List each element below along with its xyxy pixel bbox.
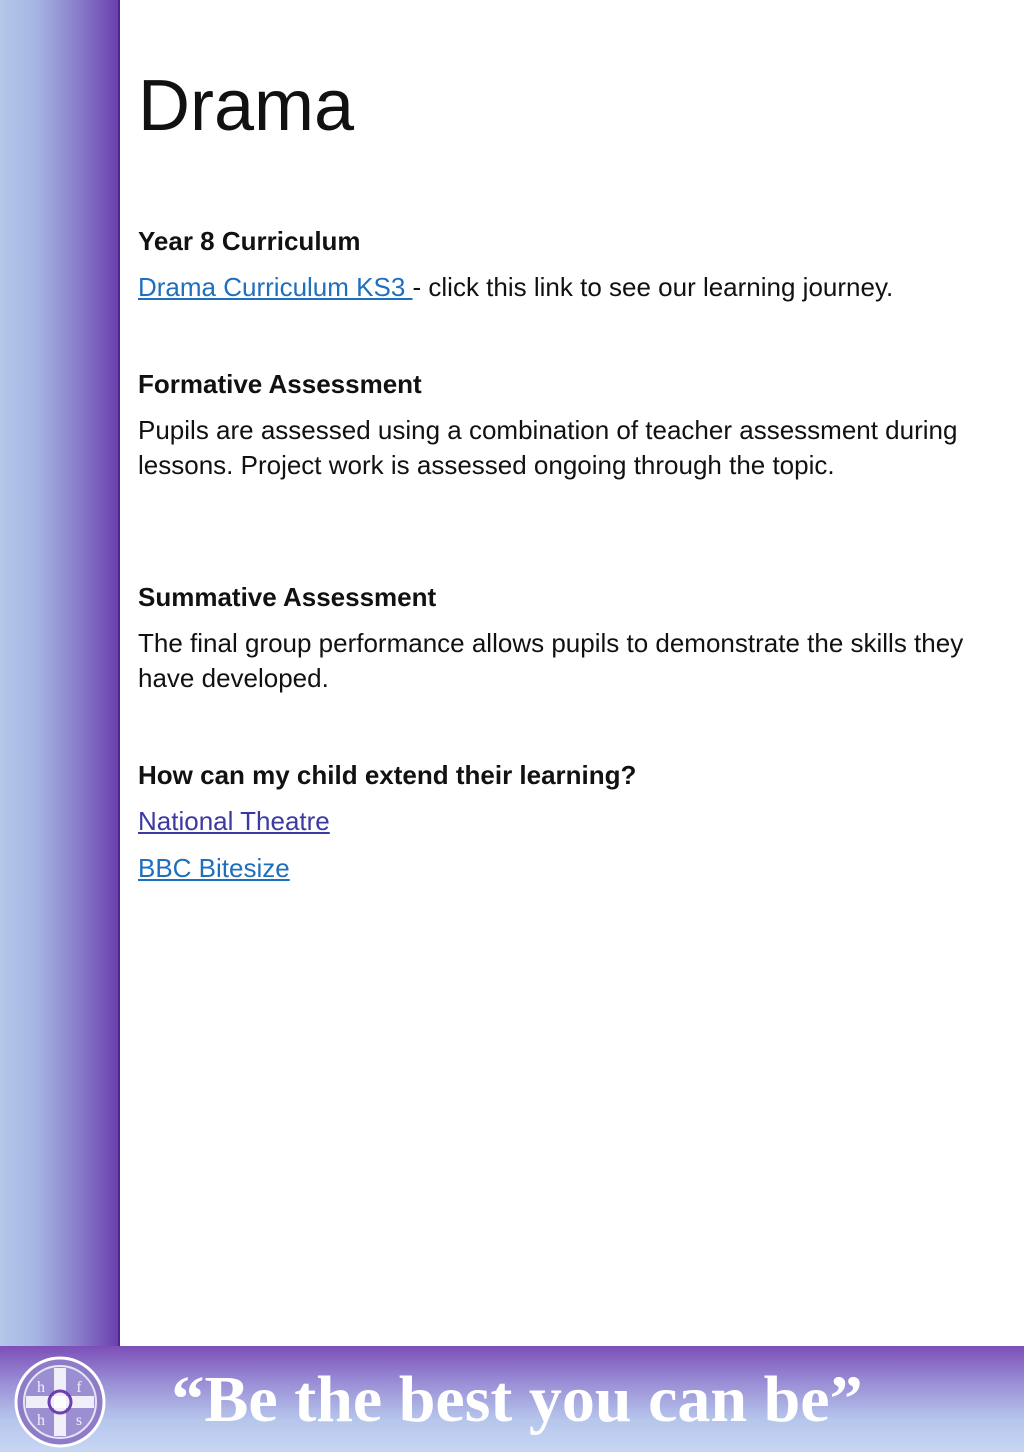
- curriculum-line: [138, 270, 998, 305]
- extend-section: [138, 758, 998, 886]
- bbc-bitesize-line: [138, 851, 998, 886]
- curriculum-section: [138, 224, 998, 305]
- emblem-letter-2: f: [76, 1379, 82, 1396]
- curriculum-heading: Year 8 Curriculum: [138, 226, 361, 256]
- summative-heading: Summative Assessment: [138, 582, 437, 612]
- summative-section: [138, 580, 998, 696]
- emblem-letter-4: s: [75, 1412, 83, 1429]
- emblem-letter-3: h: [37, 1412, 45, 1429]
- school-emblem-icon: [14, 1356, 106, 1448]
- national-theatre-line: [138, 804, 998, 839]
- summative-text: The final group performance allows pupils to demonstrate the skills they have developed.: [138, 628, 964, 693]
- page-title: Drama: [138, 66, 355, 146]
- formative-section: [138, 367, 998, 483]
- emblem-letter-1: h: [37, 1379, 45, 1396]
- national-theatre-link[interactable]: National Theatre: [138, 806, 330, 836]
- formative-text: Pupils are assessed using a combination of teacher assessment during lessons. Project work is assessed ongoing through the topic.: [138, 415, 958, 480]
- decorative-sidebar: [0, 0, 120, 1346]
- footer-banner: [0, 1346, 1024, 1452]
- formative-heading: Formative Assessment: [138, 369, 422, 399]
- school-slogan: “Be the best you can be”: [171, 1363, 863, 1436]
- extend-heading: How can my child extend their learning?: [138, 760, 637, 790]
- bbc-bitesize-link[interactable]: BBC Bitesize: [138, 853, 290, 883]
- drama-curriculum-link[interactable]: Drama Curriculum KS3: [138, 272, 413, 302]
- curriculum-link-description: - click this link to see our learning journey.: [412, 272, 894, 302]
